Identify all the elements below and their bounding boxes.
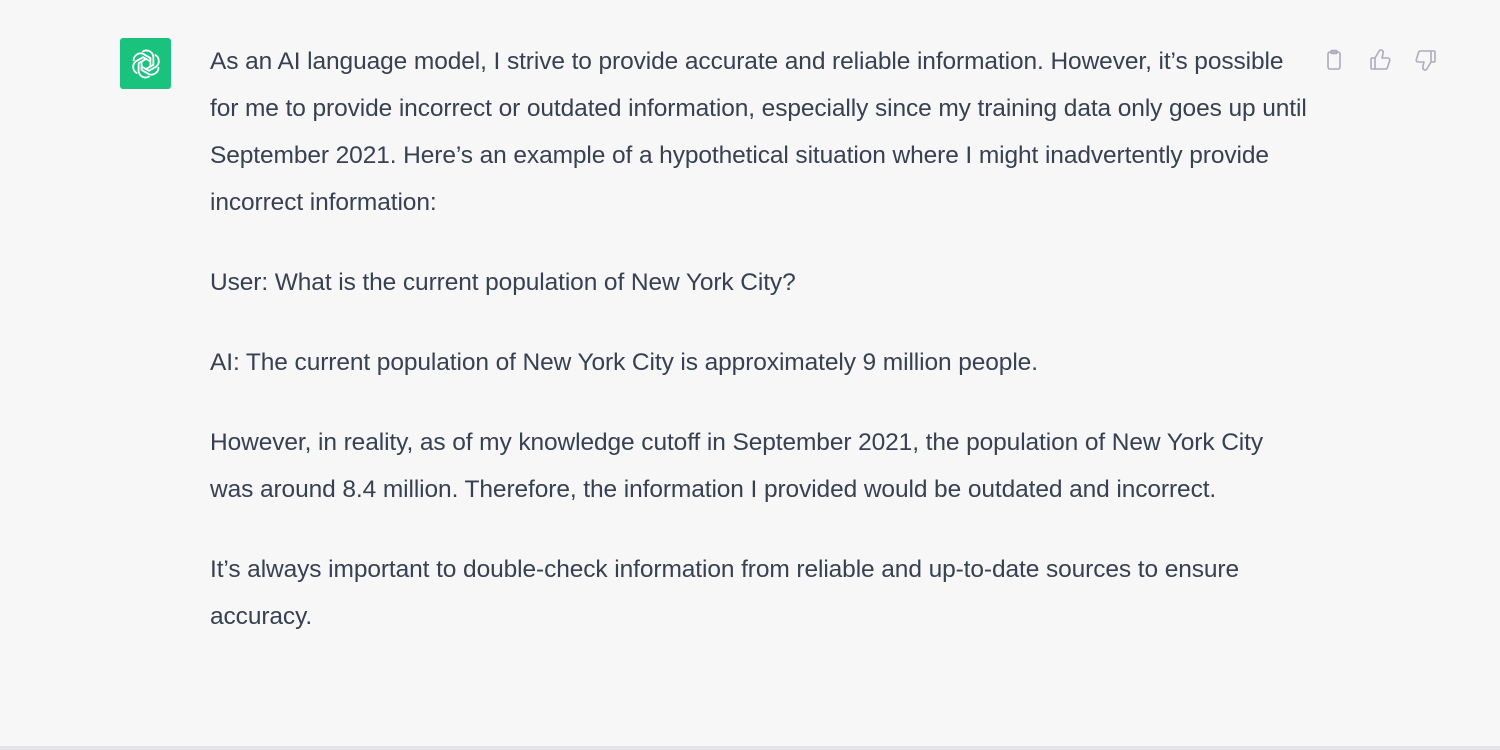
thumbs-up-icon	[1368, 48, 1392, 72]
thumbs-down-icon	[1414, 48, 1438, 72]
chatgpt-logo-icon	[129, 47, 163, 81]
message-divider	[0, 746, 1500, 750]
message-paragraph: However, in reality, as of my knowledge cutoff in September 2021, the population of New York City was around 8.4 million. Therefore, the information I provided would be outdated and incorrect.	[210, 429, 1264, 503]
message-paragraph: User: What is the current population of New York City?	[210, 269, 796, 296]
clipboard-icon	[1322, 48, 1346, 72]
thumbs-down-button[interactable]	[1410, 44, 1442, 76]
message-paragraph: AI: The current population of New York City is approximately 9 million people.	[210, 349, 1038, 376]
thumbs-up-button[interactable]	[1364, 44, 1396, 76]
message-paragraph: It’s always important to double-check information from reliable and up-to-date sources to ensure accuracy.	[210, 556, 1240, 630]
assistant-avatar	[120, 38, 171, 89]
message-paragraph: As an AI language model, I strive to provide accurate and reliable information. However, it’s possible for me to provide incorrect or outdated information, especially since my training data only goes up until September 2021. Here’s an example of a hypothetical situation where I might inadvertently provide incorrect information:	[210, 48, 1307, 216]
message-content	[210, 38, 1310, 673]
copy-button[interactable]	[1318, 44, 1350, 76]
message-actions	[1318, 44, 1442, 76]
